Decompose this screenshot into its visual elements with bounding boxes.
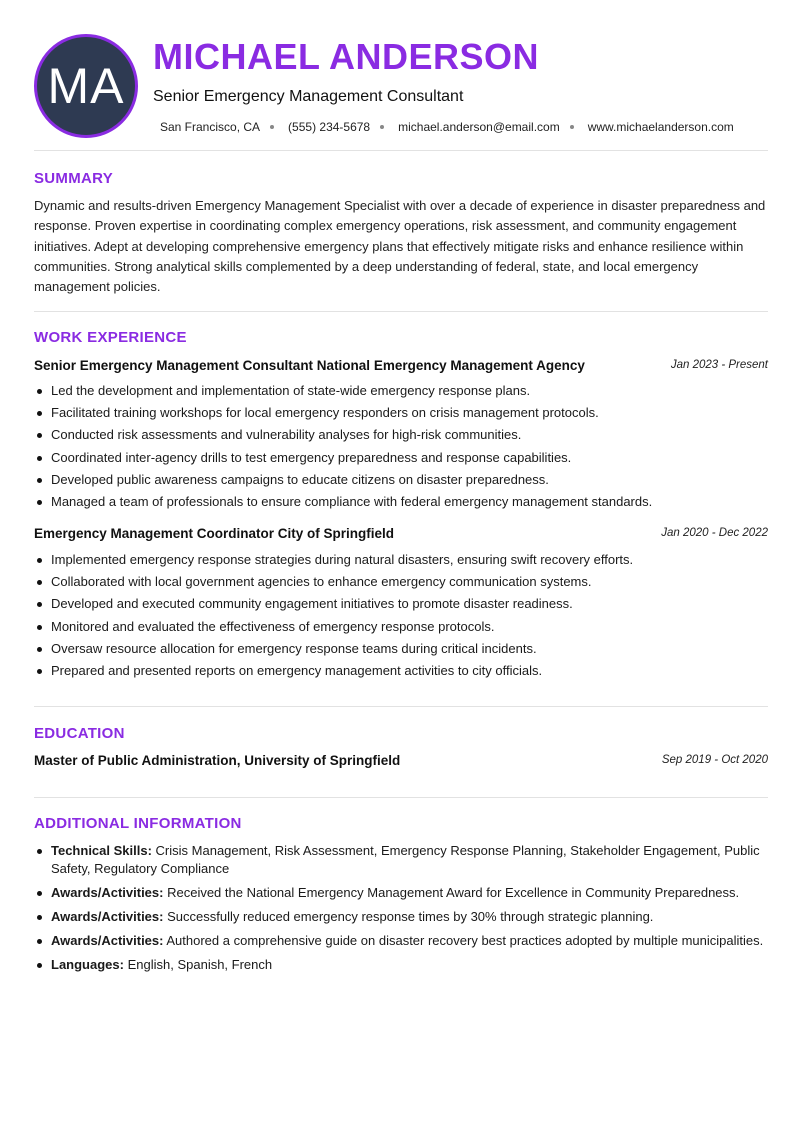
section-divider xyxy=(34,311,768,312)
list-item: Developed public awareness campaigns to educate citizens on disaster preparedness. xyxy=(34,472,768,488)
list-item xyxy=(34,884,768,902)
job-header xyxy=(34,526,768,544)
education-heading: EDUCATION xyxy=(34,725,125,742)
summary-heading: SUMMARY xyxy=(34,170,114,187)
candidate-role: Senior Emergency Management Consultant xyxy=(153,88,464,105)
candidate-name: MICHAEL ANDERSON xyxy=(153,36,540,77)
list-item xyxy=(34,842,768,878)
item-text: English, Spanish, French xyxy=(127,957,273,972)
item-text: Crisis Management, Risk Assessment, Emergency Response Planning, Stakeholder Engagement, Public Safety, Regulatory Compliance xyxy=(51,843,760,876)
separator-dot xyxy=(380,125,384,129)
job-title: Emergency Management Coordinator City of Springfield xyxy=(34,526,395,541)
item-label: Languages: xyxy=(51,957,124,972)
contact-email[interactable]: michael.anderson@email.com xyxy=(398,120,560,134)
item-text: Authored a comprehensive guide on disaster recovery best practices adopted by multiple municipalities. xyxy=(166,933,764,948)
contact-location: San Francisco, CA xyxy=(160,120,261,134)
education-entry xyxy=(34,753,768,771)
contact-website[interactable]: www.michaelanderson.com xyxy=(587,120,734,134)
section-divider xyxy=(34,797,768,798)
list-item xyxy=(34,956,768,974)
summary-text: Dynamic and results-driven Emergency Management Specialist with over a decade of experience in disaster preparedness and response. Proven expertise in coordinating complex emergency operations, risk assessment, and community engagement initiatives. Adept at developing comprehensive emergency plans that effectively mitigate risks and enhance resilience within communities. Strong analytical skills complemented by a deep understanding of federal, state, and local emergency management policies. xyxy=(34,198,766,295)
separator-dot xyxy=(270,125,274,129)
job-bullets xyxy=(34,552,768,685)
avatar: MA xyxy=(34,34,138,138)
experience-heading: WORK EXPERIENCE xyxy=(34,329,187,346)
job-dates: Jan 2023 - Present xyxy=(670,359,768,371)
job-title: Senior Emergency Management Consultant National Emergency Management Agency xyxy=(34,358,585,373)
list-item: Conducted risk assessments and vulnerability analyses for high-risk communities. xyxy=(34,427,768,443)
section-divider xyxy=(34,150,768,151)
contact-phone: (555) 234-5678 xyxy=(288,120,371,134)
item-text: Received the National Emergency Management Award for Excellence in Community Preparedness. xyxy=(167,885,740,900)
list-item: Led the development and implementation of state-wide emergency response plans. xyxy=(34,383,768,399)
separator-dot xyxy=(570,125,574,129)
additional-heading: ADDITIONAL INFORMATION xyxy=(34,815,242,832)
item-label: Awards/Activities: xyxy=(51,909,164,924)
resume-header xyxy=(0,0,800,150)
list-item: Coordinated inter-agency drills to test emergency preparedness and response capabilities. xyxy=(34,450,768,466)
list-item xyxy=(34,932,768,950)
list-item xyxy=(34,908,768,926)
section-divider xyxy=(34,706,768,707)
list-item: Implemented emergency response strategies during natural disasters, ensuring swift recovery efforts. xyxy=(34,552,768,568)
job-bullets xyxy=(34,383,768,516)
job-dates: Jan 2020 - Dec 2022 xyxy=(661,527,768,539)
list-item: Managed a team of professionals to ensure compliance with federal emergency management standards. xyxy=(34,494,768,510)
degree-title: Master of Public Administration, University of Springfield xyxy=(34,753,401,768)
item-label: Awards/Activities: xyxy=(51,933,164,948)
list-item: Collaborated with local government agencies to enhance emergency communication systems. xyxy=(34,574,768,590)
list-item: Monitored and evaluated the effectiveness of emergency response protocols. xyxy=(34,619,768,635)
list-item: Facilitated training workshops for local emergency responders on crisis management protocols. xyxy=(34,405,768,421)
item-label: Technical Skills: xyxy=(51,843,152,858)
item-text: Successfully reduced emergency response times by 30% through strategic planning. xyxy=(167,909,654,924)
contact-bar xyxy=(160,120,734,134)
job-header xyxy=(34,358,768,376)
item-label: Awards/Activities: xyxy=(51,885,164,900)
list-item: Oversaw resource allocation for emergency response teams during critical incidents. xyxy=(34,641,768,657)
education-dates: Sep 2019 - Oct 2020 xyxy=(661,754,768,766)
additional-list xyxy=(34,842,768,980)
list-item: Developed and executed community engagement initiatives to promote disaster readiness. xyxy=(34,596,768,612)
list-item: Prepared and presented reports on emergency management activities to city officials. xyxy=(34,663,768,679)
